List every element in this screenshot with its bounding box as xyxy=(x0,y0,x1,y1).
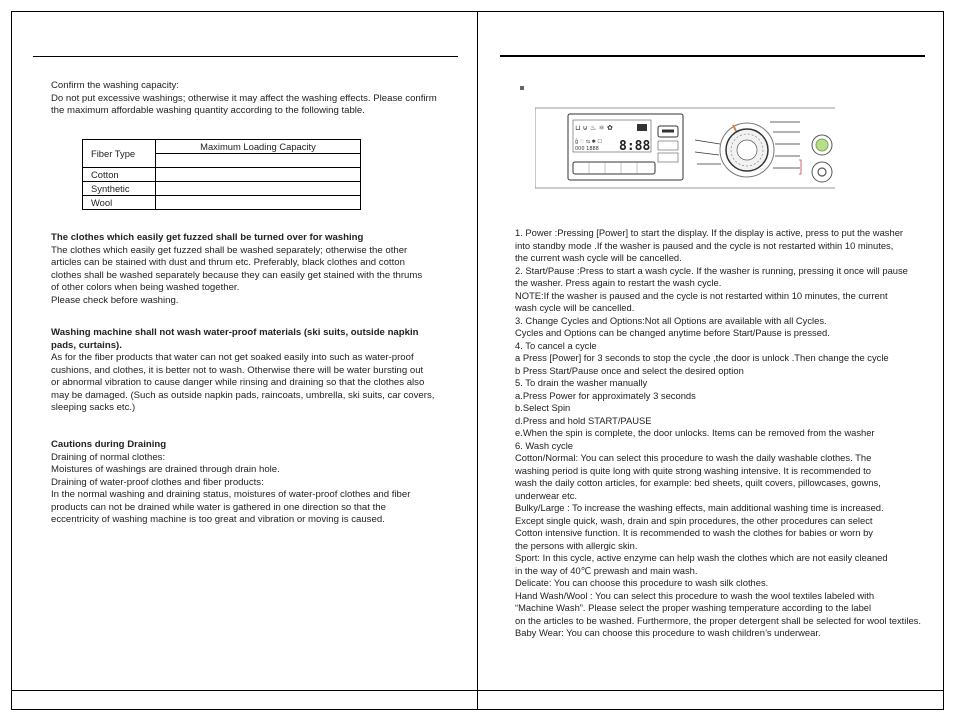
section-line: As for the fiber products that water can not get soaked easily into such as water-proof xyxy=(51,352,414,363)
instruction-line: b Press Start/Pause once and select the desired option xyxy=(515,364,744,376)
instruction-line: Bulky/Large : To increase the washing effects, main additional washing time is increased. xyxy=(515,502,884,513)
section-line: products can not be drained while water is gathered in one direction so that the xyxy=(51,501,386,513)
instruction-line: 6. Wash cycle xyxy=(515,439,574,451)
table-row-label: Wool xyxy=(83,196,156,210)
instruction-line: Baby Wear: You can choose this procedure to wash children’s underwear. xyxy=(515,627,821,638)
instruction-line: in the way of 40℃ prewash and main wash. xyxy=(515,564,698,576)
instruction-line: 2. Start/Pause :Press to start a wash cycle. If the washer is running, pressing it once will pause xyxy=(515,264,908,276)
section-title: Cautions during Draining xyxy=(51,439,167,450)
section-title: Washing machine shall not wash water-proof materials (ski suits, outside napkin xyxy=(51,327,419,338)
section-line: Please check before washing. xyxy=(51,294,179,306)
instruction-line: b.Select Spin xyxy=(515,402,571,413)
section-line: In the normal washing and draining status, moistures of water-proof clothes and fiber xyxy=(51,489,411,500)
section-line: sleeping sacks etc.) xyxy=(51,402,136,413)
instruction-line: Cotton/Normal: You can select this procedure to wash the daily washable clothes. The xyxy=(515,452,872,463)
instruction-line: e.When the spin is complete, the door unlocks. Items can be removed from the washer xyxy=(515,427,875,438)
intro-line: Confirm the washing capacity: xyxy=(51,80,179,91)
instruction-line: the persons with allergic skin. xyxy=(515,539,638,551)
display-digits: 8:88 xyxy=(619,139,651,154)
section-line: cushions, and clothes, it is better not to wash. Otherwise there will be water bursting out xyxy=(51,364,424,376)
section-line: Draining of normal clothes: xyxy=(51,451,166,463)
section-line: The clothes which easily get fuzzed shall be washed separately; otherwise the other xyxy=(51,244,408,256)
intro-text xyxy=(51,80,437,118)
instruction-line: on the articles to be washed. Furthermore, the proper detergent shall be selected for wool textiles. xyxy=(515,614,921,626)
instruction-line: a Press [Power] for 3 seconds to stop the cycle ,the door is unlock .Then change the cycle xyxy=(515,352,889,363)
instruction-line: wash the daily cotton articles, for example: bed sheets, quilt covers, pillowcases, gowns, xyxy=(515,477,881,488)
control-panel-illustration xyxy=(535,100,840,195)
instruction-line: underwear etc. xyxy=(515,489,578,501)
section-line: of other colors when being washed together. xyxy=(51,282,240,293)
section-line: or abnormal vibration to cause danger while rinsing and draining so that the clothes also xyxy=(51,377,425,388)
instruction-line: “Machine Wash”. Please select the proper washing temperature according to the label xyxy=(515,602,872,613)
right-footer-rule xyxy=(477,690,943,691)
section-line: clothes shall be washed separately because they can easily get stained with the thrums xyxy=(51,269,423,281)
instruction-line: Cotton intensive function. It is recommended to wash the clothes for babies or worn by xyxy=(515,527,873,538)
section-fuzzed xyxy=(51,232,422,307)
instruction-line: a.Press Power for approximately 3 seconds xyxy=(515,389,696,401)
instruction-line: 1. Power :Pressing [Power] to start the display. If the display is active, press to put the washer xyxy=(515,227,904,238)
intro-line: the maximum affordable washing quantity according to the following table. xyxy=(51,105,365,116)
table-row-label: Synthetic xyxy=(83,182,156,196)
section-line: Draining of water-proof clothes and fiber products: xyxy=(51,476,264,488)
section-title: The clothes which easily get fuzzed shall be turned over for washing xyxy=(51,232,364,243)
instruction-line: the washer. Press again to restart the wash cycle. xyxy=(515,277,722,288)
section-line: articles can be stained with dust and thrum etc. Preferably, black clothes and cotton xyxy=(51,257,405,268)
instruction-line: d.Press and hold START/PAUSE xyxy=(515,414,652,426)
section-waterproof xyxy=(51,327,434,415)
table-row-label: Cotton xyxy=(83,168,156,182)
bullet-icon xyxy=(520,86,524,90)
instruction-line: wash cycle will be cancelled. xyxy=(515,302,635,313)
instructions-text xyxy=(515,227,921,640)
max-capacity-header: Maximum Loading Capacity xyxy=(156,140,361,154)
instruction-line: into standby mode .If the washer is paused and the cycle is not restarted within 10 minutes, xyxy=(515,239,894,251)
instruction-line: Cycles and Options can be changed anytime before Start/Pause is pressed. xyxy=(515,327,830,338)
svg-text:ĝ ♡ ⇆ ✱ ☐: ĝ ♡ ⇆ ✱ ☐ xyxy=(575,139,602,145)
right-header-rule xyxy=(500,55,925,57)
section-draining xyxy=(51,439,410,527)
capacity-table xyxy=(82,139,361,210)
section-line: may be damaged. (Such as outside napkin pads, raincoats, umbrella, ski suits, car covers, xyxy=(51,389,435,401)
instruction-line: washing period is quite long with quite strong washing intensive. It is recommended to xyxy=(515,464,871,476)
instruction-line: the current wash cycle will be cancelled. xyxy=(515,252,682,263)
svg-text:⊔ ⊍ ♨ ⚛ ✿: ⊔ ⊍ ♨ ⚛ ✿ xyxy=(575,124,613,132)
section-title: pads, curtains). xyxy=(51,339,122,351)
instruction-line: 3. Change Cycles and Options:Not all Options are available with all Cycles. xyxy=(515,314,827,326)
instruction-line: 4. To cancel a cycle xyxy=(515,339,597,351)
left-footer-rule xyxy=(11,690,477,691)
fiber-type-header: Fiber Type xyxy=(83,140,156,168)
left-header-rule xyxy=(33,56,458,57)
svg-text:000 1888: 000 1888 xyxy=(575,146,599,152)
instruction-line: 5. To drain the washer manually xyxy=(515,377,648,388)
instruction-line: Hand Wash/Wool : You can select this procedure to wash the wool textiles labeled with xyxy=(515,589,875,601)
instruction-line: Delicate: You can choose this procedure to wash silk clothes. xyxy=(515,577,769,588)
instruction-line: Except single quick, wash, drain and spin procedures, the other procedures can select xyxy=(515,514,873,526)
section-line: Moistures of washings are drained through drain hole. xyxy=(51,464,280,475)
table-cell xyxy=(156,168,361,182)
section-line: eccentricity of washing machine is too great and vibration or moving is caused. xyxy=(51,514,385,525)
instruction-line: Sport: In this cycle, active enzyme can help wash the clothes which are not easily cleaned xyxy=(515,552,888,563)
intro-line: Do not put excessive washings; otherwise it may affect the washing effects. Please confirm xyxy=(51,92,437,104)
instruction-line: NOTE:If the washer is paused and the cycle is not restarted within 10 minutes, the current xyxy=(515,289,888,301)
table-cell xyxy=(156,196,361,210)
table-cell xyxy=(156,154,361,168)
table-cell xyxy=(156,182,361,196)
